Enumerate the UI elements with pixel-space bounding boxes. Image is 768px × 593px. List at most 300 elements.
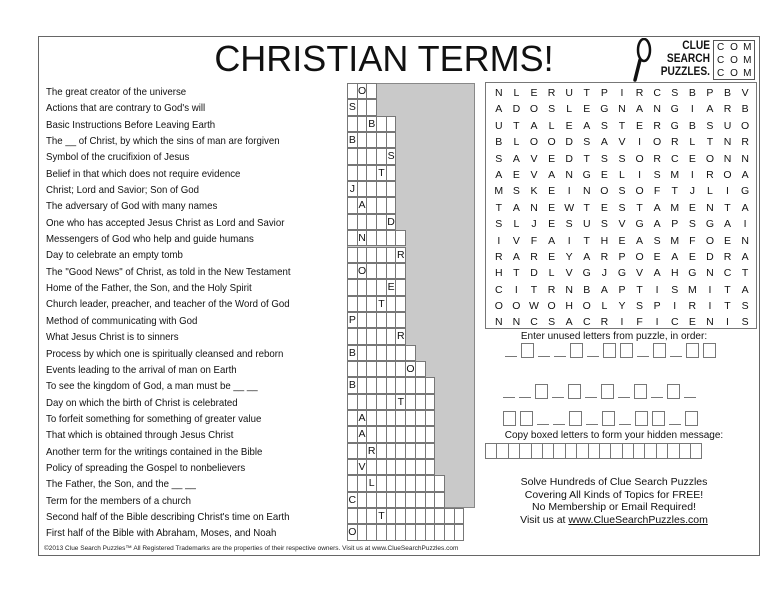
word-search-letter[interactable]: F bbox=[689, 234, 696, 247]
word-search-letter[interactable]: E bbox=[548, 250, 556, 263]
answer-cell[interactable]: T bbox=[395, 394, 406, 410]
word-search-letter[interactable]: E bbox=[653, 250, 661, 263]
word-search-letter[interactable]: A bbox=[495, 168, 503, 181]
word-search-letter[interactable]: J bbox=[689, 185, 695, 198]
word-search-letter[interactable]: V bbox=[741, 87, 749, 99]
word-search-letter[interactable]: A bbox=[741, 201, 749, 214]
boxed-letter-slot[interactable] bbox=[601, 384, 614, 399]
word-search-letter[interactable]: E bbox=[548, 152, 556, 165]
answer-cell[interactable] bbox=[425, 459, 436, 475]
boxed-letter-slot[interactable] bbox=[603, 343, 616, 358]
word-search-letter[interactable]: N bbox=[618, 103, 626, 116]
word-search-letter[interactable]: O bbox=[529, 136, 539, 149]
word-search-letter[interactable]: T bbox=[724, 300, 731, 313]
word-search-letter[interactable]: A bbox=[741, 168, 749, 181]
word-search-letter[interactable]: Y bbox=[618, 300, 626, 313]
boxed-letter-slot[interactable] bbox=[521, 343, 534, 358]
answer-cell[interactable]: R bbox=[395, 328, 406, 344]
word-search-letter[interactable]: Y bbox=[565, 250, 573, 263]
answer-cell[interactable] bbox=[395, 296, 406, 312]
letter-blank[interactable] bbox=[538, 356, 550, 357]
word-search-letter[interactable]: O bbox=[547, 136, 556, 149]
word-search-letter[interactable]: R bbox=[547, 283, 556, 296]
word-search-letter[interactable]: U bbox=[565, 87, 573, 99]
answer-cell[interactable]: B bbox=[347, 377, 358, 393]
word-search-letter[interactable]: D bbox=[512, 103, 521, 116]
word-search-letter[interactable]: E bbox=[512, 168, 520, 181]
word-search-letter[interactable]: V bbox=[530, 168, 538, 181]
word-search-letter[interactable]: W bbox=[564, 201, 575, 214]
word-search-letter[interactable]: B bbox=[741, 103, 749, 116]
answer-cell[interactable]: P bbox=[347, 312, 358, 328]
word-search-letter[interactable]: R bbox=[530, 250, 538, 263]
word-search-letter[interactable]: B bbox=[688, 119, 696, 132]
word-search-letter[interactable]: O bbox=[723, 168, 732, 181]
word-search-letter[interactable]: G bbox=[688, 267, 697, 280]
word-search-letter[interactable]: L bbox=[548, 119, 555, 132]
answer-cell[interactable]: O bbox=[405, 361, 416, 377]
word-search-letter[interactable]: L bbox=[513, 87, 520, 99]
word-search-letter[interactable]: E bbox=[600, 201, 608, 214]
answer-cell[interactable] bbox=[405, 345, 416, 361]
word-search-letter[interactable]: N bbox=[706, 267, 714, 280]
word-search-letter[interactable]: I bbox=[655, 316, 659, 329]
word-search-letter[interactable]: I bbox=[620, 316, 624, 329]
word-search-letter[interactable]: P bbox=[653, 300, 661, 313]
answer-cell[interactable] bbox=[425, 410, 436, 426]
word-search-letter[interactable]: R bbox=[723, 103, 732, 116]
boxed-letter-slot[interactable] bbox=[667, 384, 680, 399]
word-search-letter[interactable]: N bbox=[741, 234, 749, 247]
word-search-letter[interactable]: A bbox=[512, 201, 520, 214]
word-search-letter[interactable]: A bbox=[741, 283, 749, 296]
word-search-letter[interactable]: S bbox=[653, 168, 661, 181]
word-search-letter[interactable]: N bbox=[741, 152, 749, 165]
boxed-letter-slot[interactable] bbox=[703, 343, 716, 358]
word-search-letter[interactable]: P bbox=[706, 87, 714, 99]
word-search-letter[interactable]: C bbox=[670, 316, 679, 329]
answer-cell[interactable] bbox=[454, 508, 465, 524]
answer-cell[interactable]: D bbox=[386, 214, 397, 230]
letter-blank[interactable] bbox=[537, 424, 549, 425]
word-search-letter[interactable]: H bbox=[565, 300, 573, 313]
word-search-letter[interactable]: I bbox=[708, 283, 712, 296]
boxed-letter-slot[interactable] bbox=[568, 384, 581, 399]
word-search-letter[interactable]: B bbox=[583, 283, 591, 296]
website-link[interactable]: www.ClueSearchPuzzles.com bbox=[568, 513, 708, 526]
answer-cell[interactable] bbox=[386, 181, 397, 197]
word-search-letter[interactable]: N bbox=[723, 152, 732, 165]
word-search-letter[interactable]: M bbox=[670, 201, 680, 214]
word-search-letter[interactable]: R bbox=[653, 119, 661, 132]
word-search-letter[interactable]: I bbox=[673, 300, 677, 313]
answer-cell[interactable] bbox=[395, 312, 406, 328]
word-search-letter[interactable]: N bbox=[653, 103, 661, 116]
word-search-letter[interactable]: F bbox=[530, 234, 538, 247]
word-search-letter[interactable]: A bbox=[495, 103, 503, 116]
answer-cell[interactable] bbox=[395, 263, 406, 279]
answer-cell[interactable] bbox=[434, 475, 445, 491]
word-search-letter[interactable]: H bbox=[495, 267, 503, 280]
word-search-letter[interactable]: N bbox=[495, 87, 503, 99]
boxed-letter-slot[interactable] bbox=[503, 411, 516, 426]
word-search-letter[interactable]: V bbox=[636, 267, 644, 280]
word-search-letter[interactable]: V bbox=[512, 234, 520, 247]
word-search-letter[interactable]: P bbox=[600, 87, 608, 99]
letter-blank[interactable] bbox=[585, 397, 597, 398]
word-search-letter[interactable]: L bbox=[689, 136, 696, 149]
word-search-letter[interactable]: S bbox=[565, 218, 573, 231]
word-search-letter[interactable]: O bbox=[741, 119, 750, 132]
word-search-letter[interactable]: E bbox=[724, 234, 732, 247]
word-search-letter[interactable]: T bbox=[495, 201, 502, 214]
answer-cell[interactable]: O bbox=[357, 83, 368, 99]
letter-blank[interactable] bbox=[503, 397, 515, 398]
word-search-letter[interactable]: O bbox=[547, 300, 556, 313]
word-search-letter[interactable]: I bbox=[567, 185, 571, 198]
word-search-letter[interactable]: C bbox=[670, 152, 679, 165]
word-search-letter[interactable]: S bbox=[495, 218, 503, 231]
word-search-letter[interactable]: L bbox=[513, 218, 520, 231]
word-search-letter[interactable]: E bbox=[688, 201, 696, 214]
word-search-letter[interactable]: R bbox=[495, 250, 503, 263]
word-search-letter[interactable]: V bbox=[618, 218, 626, 231]
hidden-message-box[interactable] bbox=[690, 443, 702, 459]
word-search-letter[interactable]: V bbox=[618, 136, 626, 149]
word-search-letter[interactable]: S bbox=[512, 185, 520, 198]
word-search-letter[interactable]: F bbox=[636, 316, 643, 329]
word-search-letter[interactable]: G bbox=[741, 185, 750, 198]
word-search-letter[interactable]: O bbox=[635, 152, 644, 165]
word-search-letter[interactable]: A bbox=[512, 250, 520, 263]
answer-cell[interactable] bbox=[395, 230, 406, 246]
word-search-letter[interactable]: A bbox=[530, 119, 538, 132]
word-search-letter[interactable]: G bbox=[617, 267, 627, 280]
word-search-letter[interactable]: M bbox=[670, 234, 680, 247]
answer-cell[interactable]: T bbox=[376, 296, 387, 312]
word-search-letter[interactable]: J bbox=[531, 218, 537, 231]
boxed-letter-slot[interactable] bbox=[520, 411, 533, 426]
word-search-letter[interactable]: G bbox=[635, 218, 644, 231]
boxed-letter-slot[interactable] bbox=[569, 411, 582, 426]
word-search-letter[interactable]: C bbox=[653, 87, 661, 99]
word-search-letter[interactable]: R bbox=[688, 300, 697, 313]
word-search-letter[interactable]: B bbox=[724, 87, 732, 99]
word-search-letter[interactable]: S bbox=[636, 300, 644, 313]
word-search-letter[interactable]: A bbox=[600, 283, 608, 296]
word-search-letter[interactable]: I bbox=[567, 234, 571, 247]
word-search-letter[interactable]: P bbox=[618, 250, 626, 263]
word-search-letter[interactable]: T bbox=[741, 267, 749, 280]
letter-blank[interactable] bbox=[669, 424, 681, 425]
word-search-letter[interactable]: A bbox=[653, 267, 661, 280]
word-search-letter[interactable]: R bbox=[635, 87, 644, 99]
word-search-letter[interactable]: S bbox=[548, 316, 556, 329]
word-search-letter[interactable]: I bbox=[655, 283, 659, 296]
word-search-letter[interactable]: D bbox=[706, 250, 714, 263]
answer-cell[interactable]: R bbox=[366, 443, 377, 459]
word-search-letter[interactable]: P bbox=[671, 218, 679, 231]
word-search-letter[interactable]: A bbox=[583, 250, 591, 263]
word-search-letter[interactable]: T bbox=[583, 201, 590, 214]
word-search-letter[interactable]: C bbox=[582, 316, 591, 329]
word-search-letter[interactable]: D bbox=[530, 267, 538, 280]
word-search-letter[interactable]: S bbox=[618, 185, 626, 198]
word-search-letter[interactable]: S bbox=[653, 234, 661, 247]
word-search-letter[interactable]: S bbox=[706, 119, 714, 132]
word-search-letter[interactable]: I bbox=[726, 185, 729, 198]
word-search-letter[interactable]: I bbox=[620, 87, 624, 99]
word-search-letter[interactable]: O bbox=[705, 234, 714, 247]
word-search-letter[interactable]: A bbox=[565, 316, 573, 329]
word-search-letter[interactable]: S bbox=[671, 87, 679, 99]
answer-cell[interactable]: S bbox=[386, 148, 397, 164]
word-search-letter[interactable]: I bbox=[514, 283, 518, 296]
word-search-letter[interactable]: T bbox=[583, 152, 590, 165]
word-search-letter[interactable]: N bbox=[565, 283, 573, 296]
word-search-letter[interactable]: A bbox=[636, 103, 644, 116]
word-search-letter[interactable]: E bbox=[688, 152, 696, 165]
word-search-letter[interactable]: E bbox=[548, 218, 556, 231]
letter-blank[interactable] bbox=[552, 397, 564, 398]
word-search-letter[interactable]: L bbox=[513, 136, 520, 149]
word-search-letter[interactable]: A bbox=[600, 136, 608, 149]
word-search-letter[interactable]: T bbox=[724, 283, 731, 296]
answer-cell[interactable]: V bbox=[357, 459, 368, 475]
letter-blank[interactable] bbox=[586, 424, 598, 425]
word-search-letter[interactable]: G bbox=[705, 218, 714, 231]
word-search-letter[interactable]: R bbox=[653, 152, 661, 165]
word-search-letter[interactable]: T bbox=[706, 136, 714, 149]
word-search-letter[interactable]: N bbox=[706, 201, 714, 214]
word-search-letter[interactable]: O bbox=[512, 300, 521, 313]
word-search-letter[interactable]: A bbox=[706, 103, 714, 116]
answer-cell[interactable]: T bbox=[376, 508, 387, 524]
word-search-letter[interactable]: T bbox=[513, 119, 520, 132]
word-search-letter[interactable]: K bbox=[530, 185, 538, 198]
word-search-letter[interactable]: S bbox=[600, 152, 608, 165]
letter-blank[interactable] bbox=[553, 424, 565, 425]
boxed-letter-slot[interactable] bbox=[620, 343, 633, 358]
word-search-letter[interactable]: B bbox=[688, 87, 696, 99]
word-search-letter[interactable]: A bbox=[583, 119, 591, 132]
word-search-letter[interactable]: L bbox=[619, 168, 625, 181]
word-search-letter[interactable]: M bbox=[687, 283, 697, 296]
answer-cell[interactable]: T bbox=[376, 165, 387, 181]
word-search-letter[interactable]: R bbox=[723, 250, 732, 263]
word-search-letter[interactable]: T bbox=[636, 283, 643, 296]
answer-cell[interactable]: A bbox=[357, 426, 368, 442]
word-search-letter[interactable]: O bbox=[653, 136, 662, 149]
letter-blank[interactable] bbox=[587, 356, 599, 357]
answer-cell[interactable] bbox=[454, 524, 465, 540]
word-search-letter[interactable]: C bbox=[530, 316, 538, 329]
answer-cell[interactable] bbox=[434, 492, 445, 508]
word-search-letter[interactable]: O bbox=[494, 300, 503, 313]
word-search-letter[interactable]: R bbox=[741, 136, 749, 149]
word-search-letter[interactable]: V bbox=[530, 152, 538, 165]
answer-cell[interactable]: B bbox=[366, 116, 377, 132]
word-search-letter[interactable]: S bbox=[688, 218, 696, 231]
answer-cell[interactable] bbox=[386, 197, 397, 213]
word-search-letter[interactable]: O bbox=[635, 185, 644, 198]
word-search-letter[interactable]: E bbox=[565, 119, 573, 132]
word-search-letter[interactable]: E bbox=[548, 201, 556, 214]
answer-cell[interactable] bbox=[366, 99, 377, 115]
word-search-letter[interactable]: A bbox=[741, 250, 749, 263]
word-search-letter[interactable]: O bbox=[600, 185, 609, 198]
answer-cell[interactable] bbox=[386, 116, 397, 132]
word-search-letter[interactable]: T bbox=[583, 87, 590, 99]
word-search-letter[interactable]: L bbox=[601, 300, 608, 313]
answer-cell[interactable]: A bbox=[357, 410, 368, 426]
word-search-letter[interactable]: A bbox=[548, 234, 556, 247]
word-search-letter[interactable]: T bbox=[513, 267, 520, 280]
word-search-letter[interactable]: A bbox=[512, 152, 520, 165]
word-search-letter[interactable]: N bbox=[495, 316, 503, 329]
word-search-letter[interactable]: J bbox=[601, 267, 607, 280]
word-search-letter[interactable]: A bbox=[671, 250, 679, 263]
boxed-letter-slot[interactable] bbox=[652, 411, 665, 426]
word-search-letter[interactable]: L bbox=[566, 103, 573, 116]
answer-cell[interactable]: B bbox=[347, 132, 358, 148]
word-search-letter[interactable]: R bbox=[600, 250, 609, 263]
answer-cell[interactable]: B bbox=[347, 345, 358, 361]
answer-cell[interactable] bbox=[366, 83, 377, 99]
word-search-letter[interactable]: S bbox=[741, 300, 749, 313]
word-search-letter[interactable]: G bbox=[670, 103, 679, 116]
word-search-letter[interactable]: E bbox=[636, 119, 644, 132]
word-search-letter[interactable]: U bbox=[582, 218, 591, 231]
letter-blank[interactable] bbox=[651, 397, 663, 398]
word-search-letter[interactable]: R bbox=[706, 168, 714, 181]
word-search-letter[interactable]: E bbox=[583, 103, 591, 116]
answer-cell[interactable]: S bbox=[347, 99, 358, 115]
word-search-letter[interactable]: I bbox=[497, 234, 501, 247]
boxed-letter-slot[interactable] bbox=[570, 343, 583, 358]
word-search-letter[interactable]: N bbox=[723, 136, 732, 149]
word-search-letter[interactable]: L bbox=[548, 267, 555, 280]
word-search-letter[interactable]: D bbox=[565, 152, 573, 165]
word-search-letter[interactable]: M bbox=[670, 168, 680, 181]
word-search-letter[interactable]: N bbox=[530, 201, 538, 214]
word-search-letter[interactable]: I bbox=[638, 136, 641, 149]
word-search-letter[interactable]: E bbox=[688, 316, 696, 329]
word-search-letter[interactable]: O bbox=[529, 103, 539, 116]
answer-cell[interactable]: N bbox=[357, 230, 368, 246]
word-search-letter[interactable]: O bbox=[705, 152, 714, 165]
word-search-letter[interactable]: E bbox=[618, 234, 626, 247]
word-search-letter[interactable]: A bbox=[548, 168, 556, 181]
letter-blank[interactable] bbox=[505, 356, 517, 357]
answer-cell[interactable] bbox=[425, 377, 436, 393]
word-search-letter[interactable]: H bbox=[670, 267, 679, 280]
word-search-letter[interactable]: T bbox=[636, 201, 643, 214]
word-search-letter[interactable]: E bbox=[548, 185, 556, 198]
word-search-letter[interactable]: E bbox=[530, 87, 538, 99]
word-search-letter[interactable]: A bbox=[653, 201, 661, 214]
word-search-letter[interactable]: S bbox=[583, 136, 591, 149]
word-search-letter[interactable]: E bbox=[688, 250, 696, 263]
letter-blank[interactable] bbox=[519, 397, 531, 398]
word-search-letter[interactable]: A bbox=[636, 234, 644, 247]
word-search-letter[interactable]: O bbox=[635, 250, 644, 263]
letter-blank[interactable] bbox=[637, 356, 649, 357]
word-search-letter[interactable]: N bbox=[706, 316, 714, 329]
answer-cell[interactable]: E bbox=[386, 279, 397, 295]
word-search-letter[interactable]: T bbox=[530, 283, 538, 296]
word-search-letter[interactable]: I bbox=[743, 218, 747, 231]
word-search-letter[interactable]: R bbox=[670, 136, 679, 149]
answer-cell[interactable] bbox=[425, 394, 436, 410]
boxed-letter-slot[interactable] bbox=[535, 384, 548, 399]
word-search-letter[interactable]: T bbox=[618, 119, 626, 132]
word-search-letter[interactable]: G bbox=[582, 267, 591, 280]
answer-cell[interactable] bbox=[386, 132, 397, 148]
word-search-letter[interactable]: C bbox=[723, 267, 732, 280]
word-search-letter[interactable]: T bbox=[671, 185, 678, 198]
word-search-letter[interactable]: S bbox=[741, 316, 749, 329]
word-search-letter[interactable]: T bbox=[583, 234, 590, 247]
word-search-letter[interactable]: A bbox=[724, 218, 732, 231]
answer-cell[interactable]: O bbox=[347, 524, 358, 540]
answer-cell[interactable]: J bbox=[347, 181, 358, 197]
word-search-letter[interactable]: S bbox=[548, 103, 556, 116]
word-search-letter[interactable]: A bbox=[653, 218, 661, 231]
letter-blank[interactable] bbox=[684, 397, 696, 398]
word-search-letter[interactable]: H bbox=[600, 234, 609, 247]
boxed-letter-slot[interactable] bbox=[685, 411, 698, 426]
word-search-letter[interactable]: T bbox=[724, 201, 731, 214]
word-search-letter[interactable]: G bbox=[582, 168, 591, 181]
word-search-letter[interactable]: S bbox=[618, 201, 626, 214]
answer-cell[interactable] bbox=[386, 165, 397, 181]
word-search-letter[interactable]: I bbox=[690, 168, 694, 181]
word-search-letter[interactable]: M bbox=[494, 185, 504, 198]
answer-cell[interactable] bbox=[395, 279, 406, 295]
word-search-letter[interactable]: P bbox=[618, 283, 626, 296]
word-search-letter[interactable]: S bbox=[618, 152, 626, 165]
word-search-letter[interactable]: R bbox=[547, 87, 556, 99]
word-search-letter[interactable]: I bbox=[726, 316, 729, 329]
boxed-letter-slot[interactable] bbox=[634, 384, 647, 399]
answer-cell[interactable]: R bbox=[395, 247, 406, 263]
answer-cell[interactable] bbox=[415, 361, 426, 377]
word-search-letter[interactable]: U bbox=[495, 119, 503, 132]
word-search-letter[interactable]: I bbox=[708, 300, 712, 313]
boxed-letter-slot[interactable] bbox=[635, 411, 648, 426]
word-search-letter[interactable]: V bbox=[565, 267, 573, 280]
word-search-letter[interactable]: L bbox=[707, 185, 713, 198]
word-search-letter[interactable]: E bbox=[600, 168, 608, 181]
word-search-letter[interactable]: S bbox=[495, 152, 503, 165]
boxed-letter-slot[interactable] bbox=[653, 343, 666, 358]
letter-blank[interactable] bbox=[554, 356, 566, 357]
word-search-letter[interactable]: C bbox=[495, 283, 503, 296]
letter-blank[interactable] bbox=[618, 397, 630, 398]
boxed-letter-slot[interactable] bbox=[686, 343, 699, 358]
answer-cell[interactable]: C bbox=[347, 492, 358, 508]
word-search-letter[interactable]: G bbox=[600, 103, 609, 116]
word-search-letter[interactable]: S bbox=[600, 119, 608, 132]
word-search-letter[interactable]: N bbox=[512, 316, 521, 329]
answer-cell[interactable] bbox=[425, 443, 436, 459]
word-search-letter[interactable]: F bbox=[653, 185, 661, 198]
word-search-letter[interactable]: S bbox=[671, 283, 679, 296]
answer-cell[interactable]: L bbox=[366, 475, 377, 491]
word-search-letter[interactable]: N bbox=[582, 185, 591, 198]
word-search-letter[interactable]: U bbox=[723, 119, 732, 132]
